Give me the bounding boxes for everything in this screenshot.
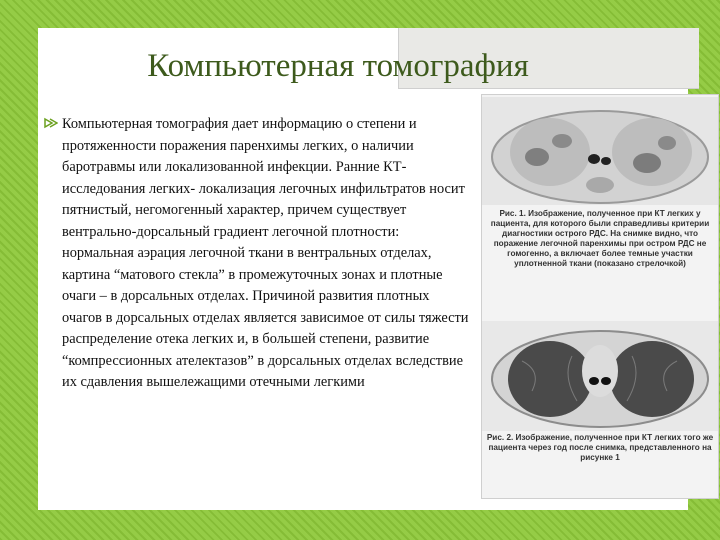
slide-body-text: Компьютерная томография дает информацию о степени и протяженности поражения паренхимы легких, о наличии баротравмы или локализованной инфекции. Ранние КТ-исследования легких- локализация легочных инфильтратов носит пятнистый, негомогенный характер, причем существует вентрально-дорсальный градиент легочной плотности: нормальная аэрация легочной ткани в вентральных отделах, картина “матового стекла” в промежуточных зонах и плотные очаги – в дорсальных отделах. Причиной развития плотных очагов в дорсальных отделах является зависимое от силы тяжести распределение отека легких и, в большей степени, развитие “компрессионных ателектазов” в дорсальных отделах вследствие их сдавления вышележащими отечными легкими — [62, 116, 469, 390]
ct-caption-1: Рис. 1. Изображение, полученное при КТ легких у пациента, для которого были справедливы критерии диагностики острого РДС. На снимке видно, что поражение легочной паренхимы при остром РДС не гомогенно, а включает более темные участки уплотненной ткани (показано стрелочкой) — [490, 209, 710, 268]
ct-scan-image-1 — [482, 97, 718, 205]
slide-title: Компьютерная томография — [147, 48, 529, 84]
ct-figure — [481, 94, 719, 499]
ct-scan-image-2 — [482, 321, 718, 431]
bullet-arrow-icon — [44, 117, 58, 134]
ct-caption-2: Рис. 2. Изображение, полученное при КТ легких того же пациента через год после снимка, представленного на рисунке 1 — [486, 433, 714, 462]
